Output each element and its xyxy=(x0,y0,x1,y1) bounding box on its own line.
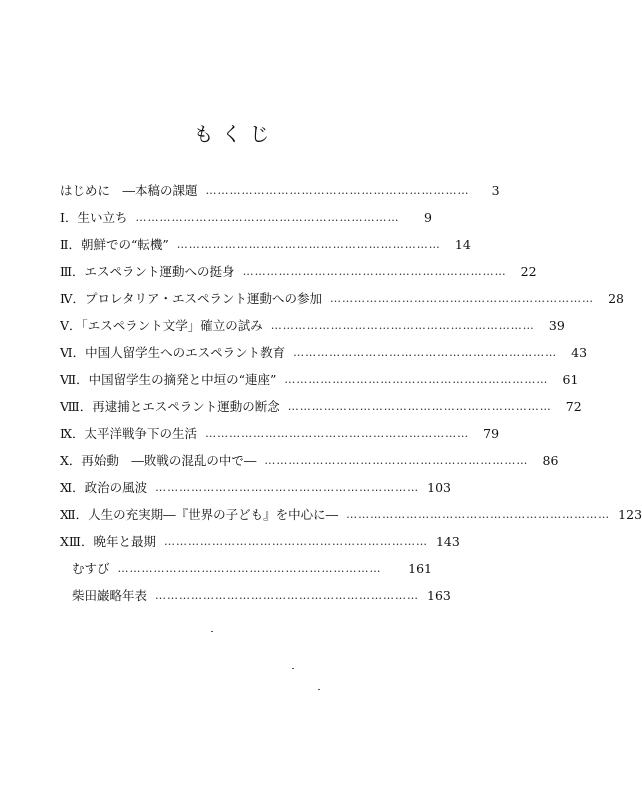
leader-dots: ………………………………………………………… xyxy=(135,210,400,224)
toc-entry-page: 22 xyxy=(520,263,537,279)
toc-entry-label: Ⅱ．朝鮮での“転機” xyxy=(60,237,169,252)
toc-entry-page: 9 xyxy=(424,209,432,225)
toc-entry-label: Ⅺ．政治の風波 xyxy=(60,480,148,495)
toc-entry xyxy=(60,502,642,526)
toc-entry-page: 163 xyxy=(427,587,451,603)
toc-entry-label: Ⅲ．エスペラント運動への挺身 xyxy=(60,264,235,279)
toc-entry-page: 123 xyxy=(618,506,642,522)
toc-entry-page: 3 xyxy=(491,182,500,198)
toc-entry xyxy=(60,529,460,553)
toc-entry-page: 39 xyxy=(548,317,565,333)
toc-entry-label: 柴田巌略年表 xyxy=(72,588,148,603)
leader-dots: ………………………………………………………… xyxy=(287,399,552,413)
toc-entry xyxy=(60,205,432,229)
print-speck xyxy=(211,631,213,632)
toc-entry-label: はじめに ―本稿の課題 xyxy=(60,183,198,198)
leader-dots: ………………………………………………………… xyxy=(346,507,611,521)
toc-entry xyxy=(60,394,582,418)
toc-entry-label: ⅩⅢ．晩年と最期 xyxy=(60,534,156,549)
toc-entry-page: 14 xyxy=(454,236,471,252)
leader-dots: ………………………………………………………… xyxy=(264,453,529,467)
print-speck xyxy=(292,668,294,669)
toc-entry xyxy=(72,583,451,607)
toc-entry-page: 86 xyxy=(542,452,559,468)
toc-entry xyxy=(60,340,588,364)
toc-entry-page: 72 xyxy=(565,398,582,414)
toc-entry-label: Ⅻ．人生の充実期―『世界の子ども』を中心に― xyxy=(60,507,339,522)
toc-entry xyxy=(60,421,500,445)
toc-entry-label: Ⅳ．プロレタリア・エスペラント運動への参加 xyxy=(60,291,322,306)
toc-entry xyxy=(60,178,500,202)
toc-entry xyxy=(60,448,559,472)
toc-entry-label: Ⅵ．中国人留学生へのエスペラント教育 xyxy=(60,345,286,360)
leader-dots: ………………………………………………………… xyxy=(270,318,535,332)
toc-entry-page: 79 xyxy=(483,425,500,441)
leader-dots: ………………………………………………………… xyxy=(205,426,470,440)
leader-dots: ………………………………………………………… xyxy=(293,345,558,359)
leader-dots: ………………………………………………………… xyxy=(155,480,420,494)
toc-entry xyxy=(60,475,451,499)
toc-entry-label: Ⅷ．再逮捕とエスペラント運動の断念 xyxy=(60,399,280,414)
toc-entry-page: 43 xyxy=(571,344,588,360)
toc-title: もくじ xyxy=(193,122,278,146)
leader-dots: ………………………………………………………… xyxy=(284,372,549,386)
toc-entry-label: Ⅴ．「エスペラント文学」確立の試み xyxy=(60,318,263,333)
toc-entry-label: むすび xyxy=(72,561,110,576)
toc-entry xyxy=(60,259,537,283)
toc-entry-label: Ⅸ．太平洋戦争下の生活 xyxy=(60,426,198,441)
toc-entry-label: Ⅹ．再始動 ―敗戦の混乱の中で― xyxy=(60,453,257,468)
toc-entry xyxy=(72,556,432,580)
toc-entry xyxy=(60,313,565,337)
leader-dots: ………………………………………………………… xyxy=(330,291,594,305)
toc-entry xyxy=(60,367,579,391)
toc-entry-page: 143 xyxy=(435,533,460,549)
toc-entry xyxy=(60,232,471,256)
leader-dots: ………………………………………………………… xyxy=(155,588,420,602)
leader-dots: ………………………………………………………… xyxy=(205,183,470,197)
leader-dots: ………………………………………………………… xyxy=(163,534,428,548)
leader-dots: ………………………………………………………… xyxy=(242,264,507,278)
toc-entry-label: Ⅰ．生い立ち xyxy=(60,210,128,225)
toc-entry-label: Ⅶ．中国留学生の摘発と中垣の“連座” xyxy=(60,372,277,387)
toc-entry-page: 103 xyxy=(427,479,451,495)
leader-dots: ………………………………………………………… xyxy=(117,561,382,575)
toc-entry-page: 161 xyxy=(408,560,432,576)
toc-entry-page: 28 xyxy=(608,290,624,306)
print-speck xyxy=(318,689,320,690)
toc-entry xyxy=(60,286,624,310)
leader-dots: ………………………………………………………… xyxy=(176,237,441,251)
toc-entry-page: 61 xyxy=(562,371,579,387)
